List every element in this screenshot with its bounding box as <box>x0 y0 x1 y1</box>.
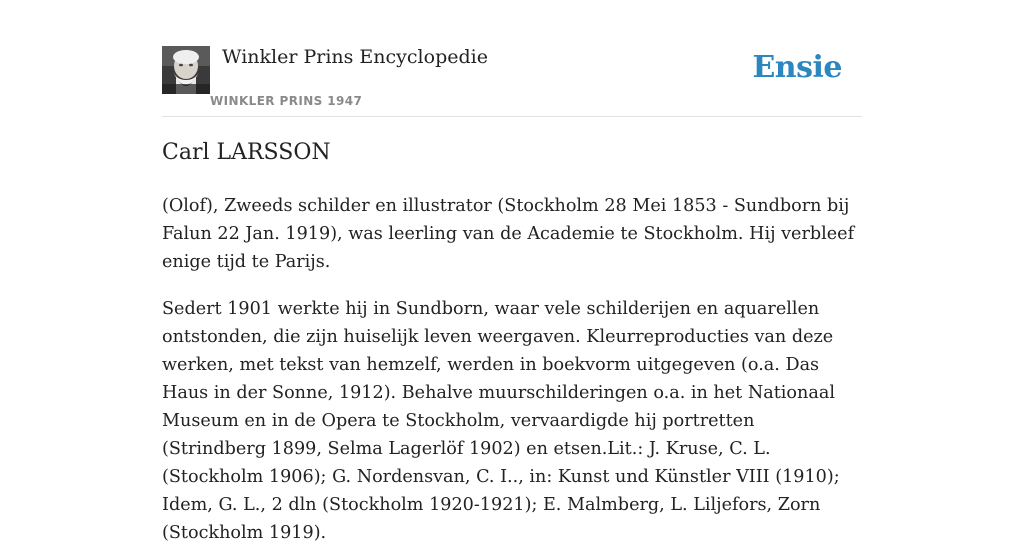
portrait-image <box>162 46 210 94</box>
header <box>162 0 862 117</box>
brand-logo[interactable]: Ensie <box>752 50 842 85</box>
article-paragraph: Sedert 1901 werkte hij in Sundborn, waar vele schilderijen en aquarellen ontstonden, die zijn huiselijk leven weergaven. Kleurreproducties van deze werken, met tekst van hemzelf, werden in boekvorm uitgegeven (o.a. Das Haus in der Sonne, 1912). Behalve muurschilderingen o.a. in het Nationaal Museum en in de Opera te Stockholm, vervaardigde hij portretten (Strindberg 1899, Selma Lagerlöf 1902) en etsen.Lit.: J. Kruse, C. L. (Stockholm 1906); G. Nordensvan, C. I.., in: Kunst und Künstler VIII (1910); Idem, G. L., 2 dln (Stockholm 1920-1921); E. Malmberg, L. Liljefors, Zorn (Stockholm 1919). <box>162 299 840 543</box>
article-title: Carl LARSSON <box>162 140 331 165</box>
edition-label[interactable]: WINKLER PRINS 1947 <box>210 94 363 108</box>
page-container <box>162 0 862 543</box>
site-name[interactable]: Winkler Prins Encyclopedie <box>222 46 488 68</box>
author-avatar[interactable] <box>162 46 210 94</box>
article-paragraph: (Olof), Zweeds schilder en illustrator (Stockholm 28 Mei 1853 - Sundborn bij Falun 22 Jan. 1919), was leerling van de Academie te Stockholm. Hij verbleef enige tijd te Parijs. <box>162 196 855 272</box>
